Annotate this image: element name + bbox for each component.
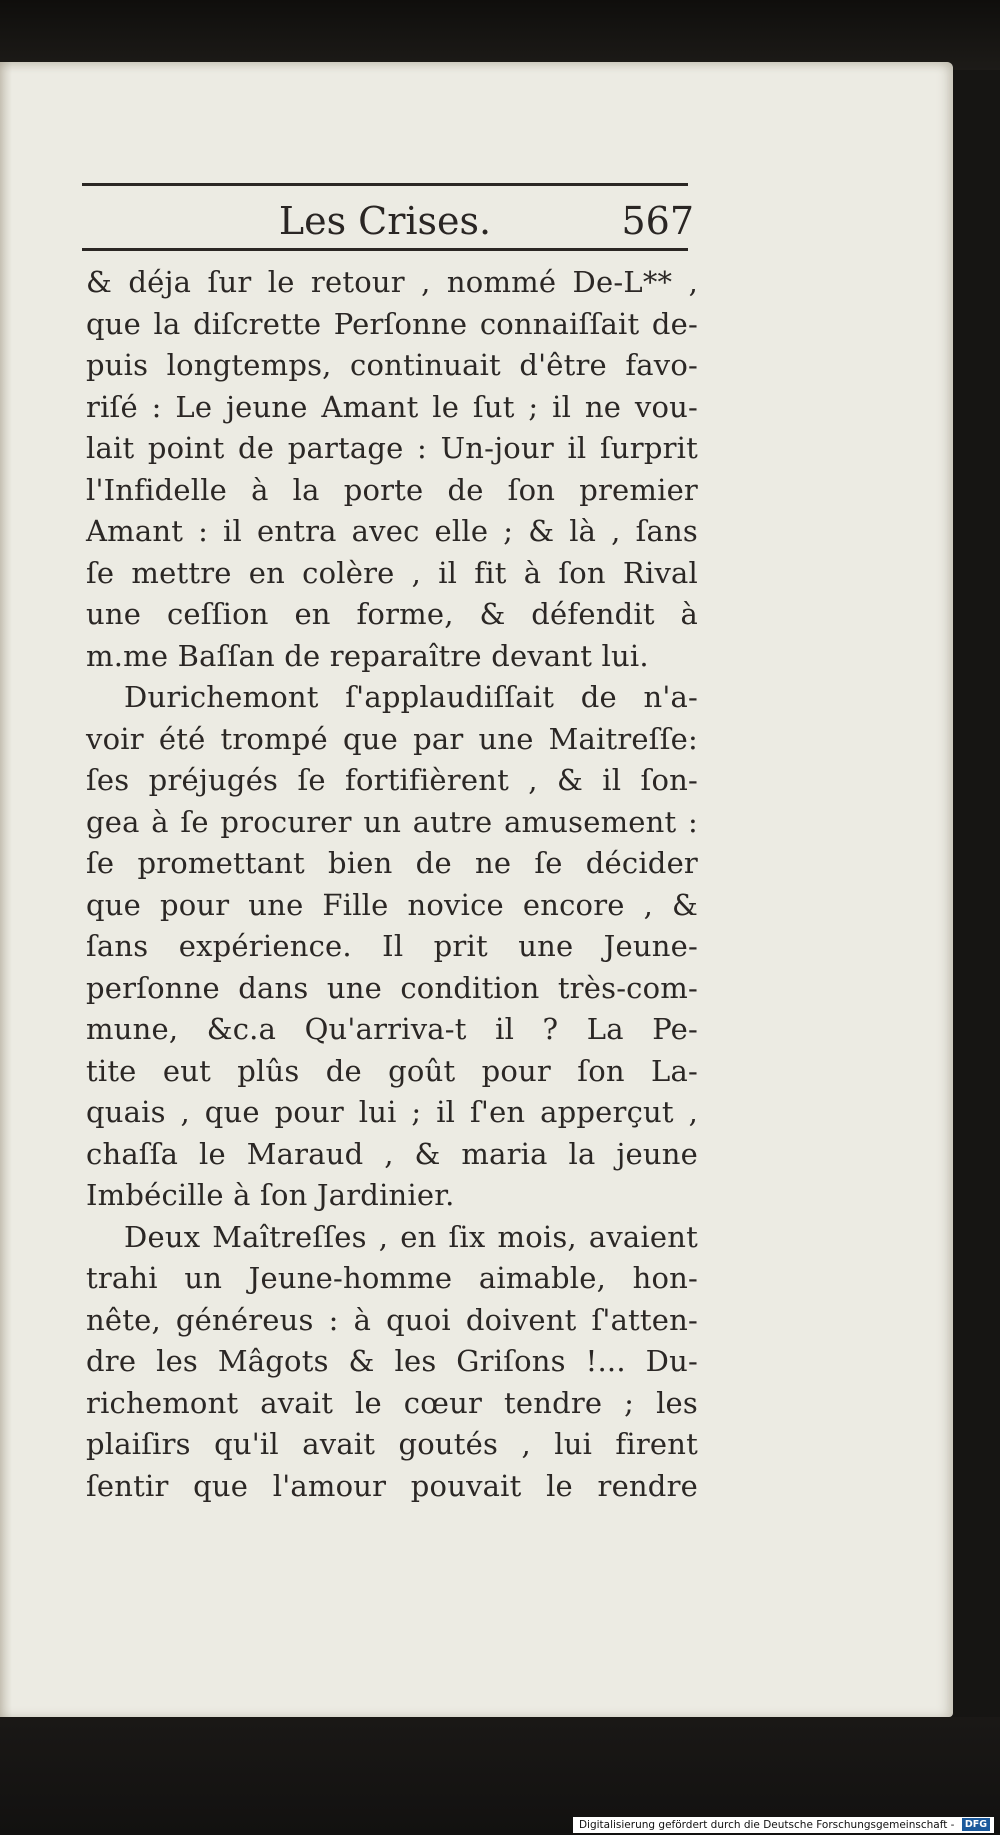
text-line: Deux Maîtreſſes , en ſix mois, avaient: [124, 1219, 698, 1254]
text-line: riſé : Le jeune Amant le ſut ; il ne vou-: [86, 389, 698, 424]
text-line: puis longtemps, continuait d'être favo-: [86, 348, 698, 382]
text-line: mune, &c.a Qu'arriva-t il ? La Pe-: [86, 1012, 698, 1046]
text-line: chaſſa le Maraud , & maria la jeune: [86, 1136, 698, 1171]
text-line: l'Infidelle à la porte de ſon premier: [86, 472, 698, 507]
page-number: 567: [621, 199, 694, 243]
body-text: [86, 262, 698, 1507]
text-line: ſans expérience. Il prit une Jeune-: [86, 929, 698, 963]
dfg-logo: DFG: [962, 1818, 990, 1831]
text-line: & déja ſur le retour , nommé De-L** ,: [86, 265, 698, 299]
text-line: Durichemont ſ'applaudiſſait de n'a-: [124, 680, 698, 714]
text-line: perſonne dans une condition très-com-: [86, 970, 698, 1005]
text-line: Amant : il entra avec elle ; & là , ſans: [86, 514, 698, 548]
text-line: ſentir que l'amour pouvait le rendre: [86, 1468, 698, 1503]
text-line: que pour une Fille novice encore , &: [86, 887, 698, 922]
text-line: voir été trompé que par une Maitreſſe:: [86, 721, 698, 756]
text-line: trahi un Jeune-homme aimable, hon-: [86, 1261, 698, 1295]
text-line: tite eut plûs de goût pour ſon La-: [86, 1053, 698, 1088]
credit-text: Digitalisierung gefördert durch die Deutsche Forschungsgemeinschaft -: [578, 1819, 955, 1831]
text-line: ſes préjugés ſe fortifièrent , & il ſon-: [86, 763, 698, 797]
header-rule-bottom: [82, 248, 688, 251]
scan-background-bottom: [0, 1717, 1000, 1835]
text-line: que la diſcrette Perſonne connaiſſait de-: [86, 306, 698, 341]
text-line: plaiſirs qu'il avait goutés , lui firent: [86, 1427, 698, 1461]
header-rule-top: [82, 183, 688, 186]
text-line: m.me Baſſan de reparaître devant lui.: [86, 638, 649, 673]
text-line: nête, généreus : à quoi doivent ſ'atten-: [86, 1302, 698, 1337]
text-line: dre les Mâgots & les Griſons !... Du-: [86, 1344, 698, 1378]
running-title: Les Crises.: [278, 199, 492, 243]
text-line: une ceſſion en forme, & défendit à: [86, 597, 698, 631]
scan-background-top: [0, 0, 1000, 70]
text-line: quais , que pour lui ; il ſ'en apperçut ,: [86, 1095, 698, 1129]
text-line: gea à ſe procurer un autre amusement :: [86, 804, 698, 839]
digitization-credit: [573, 1817, 994, 1833]
text-line: richemont avait le cœur tendre ; les: [86, 1385, 698, 1420]
text-line: ſe promettant bien de ne ſe décider: [86, 846, 698, 880]
text-line: lait point de partage : Un-jour il ſurprit: [86, 431, 698, 465]
text-line: Imbécille à ſon Jardinier.: [86, 1178, 455, 1212]
text-line: ſe mettre en colère , il fit à ſon Rival: [86, 555, 698, 590]
